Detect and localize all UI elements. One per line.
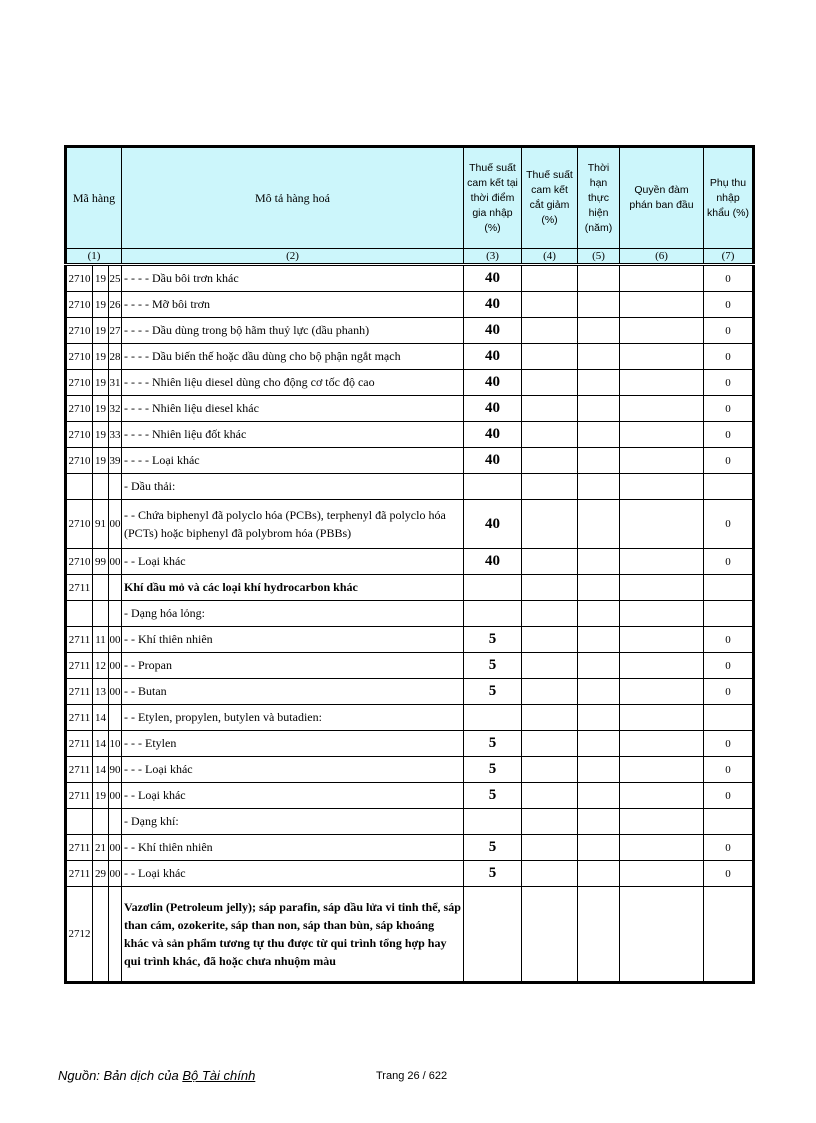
code-tariff-line <box>109 601 122 627</box>
item-description: - Dầu thải: <box>122 474 464 500</box>
implementation-period <box>578 549 620 575</box>
import-surcharge: 0 <box>704 679 754 705</box>
table-row <box>66 500 754 549</box>
item-description: - - Loại khác <box>122 783 464 809</box>
table-row <box>66 731 754 757</box>
reduced-rate <box>522 265 578 292</box>
reduced-rate <box>522 448 578 474</box>
import-surcharge: 0 <box>704 835 754 861</box>
reduced-rate <box>522 601 578 627</box>
negotiation-right <box>620 757 704 783</box>
col-number: (3) <box>464 249 522 265</box>
implementation-period <box>578 474 620 500</box>
implementation-period <box>578 265 620 292</box>
code-tariff-line: 39 <box>109 448 122 474</box>
committed-rate: 40 <box>464 396 522 422</box>
item-description: - - Etylen, propylen, butylen và butadien: <box>122 705 464 731</box>
code-heading: 2711 <box>66 861 93 887</box>
code-tariff-line: 27 <box>109 318 122 344</box>
code-tariff-line: 10 <box>109 731 122 757</box>
code-subheading: 12 <box>93 653 109 679</box>
reduced-rate <box>522 370 578 396</box>
code-heading: 2710 <box>66 292 93 318</box>
import-surcharge: 0 <box>704 370 754 396</box>
implementation-period <box>578 601 620 627</box>
reduced-rate <box>522 861 578 887</box>
negotiation-right <box>620 679 704 705</box>
table-row <box>66 549 754 575</box>
implementation-period <box>578 422 620 448</box>
code-subheading: 29 <box>93 861 109 887</box>
header-implementation-period: Thời hạn thực hiện (năm) <box>578 147 620 249</box>
code-tariff-line: 00 <box>109 500 122 549</box>
reduced-rate <box>522 783 578 809</box>
committed-rate: 40 <box>464 549 522 575</box>
item-description: - - - - Mỡ bôi trơn <box>122 292 464 318</box>
committed-rate: 40 <box>464 318 522 344</box>
code-heading: 2710 <box>66 448 93 474</box>
table-row <box>66 396 754 422</box>
table-row <box>66 448 754 474</box>
code-subheading: 21 <box>93 835 109 861</box>
import-surcharge: 0 <box>704 861 754 887</box>
code-heading: 2711 <box>66 731 93 757</box>
item-description: Khí dầu mỏ và các loại khí hydrocarbon khác <box>122 575 464 601</box>
code-tariff-line: 32 <box>109 396 122 422</box>
implementation-period <box>578 318 620 344</box>
negotiation-right <box>620 422 704 448</box>
import-surcharge: 0 <box>704 627 754 653</box>
code-tariff-line: 00 <box>109 653 122 679</box>
code-subheading: 19 <box>93 448 109 474</box>
table-row <box>66 783 754 809</box>
item-description: - - - Loại khác <box>122 757 464 783</box>
code-tariff-line: 31 <box>109 370 122 396</box>
table-row <box>66 705 754 731</box>
reduced-rate <box>522 835 578 861</box>
implementation-period <box>578 861 620 887</box>
code-tariff-line <box>109 575 122 601</box>
reduced-rate <box>522 549 578 575</box>
col-number: (6) <box>620 249 704 265</box>
item-description: - - Loại khác <box>122 861 464 887</box>
negotiation-right <box>620 396 704 422</box>
code-heading: 2710 <box>66 265 93 292</box>
code-subheading: 14 <box>93 705 109 731</box>
reduced-rate <box>522 731 578 757</box>
code-heading: 2710 <box>66 500 93 549</box>
code-heading <box>66 809 93 835</box>
code-subheading <box>93 474 109 500</box>
code-heading: 2710 <box>66 344 93 370</box>
col-number: (5) <box>578 249 620 265</box>
committed-rate <box>464 601 522 627</box>
implementation-period <box>578 396 620 422</box>
code-subheading: 11 <box>93 627 109 653</box>
implementation-period <box>578 653 620 679</box>
code-tariff-line: 25 <box>109 265 122 292</box>
reduced-rate <box>522 757 578 783</box>
table-row <box>66 809 754 835</box>
code-tariff-line: 00 <box>109 835 122 861</box>
code-heading: 2710 <box>66 396 93 422</box>
item-description: - - - - Dầu bôi trơn khác <box>122 265 464 292</box>
implementation-period <box>578 809 620 835</box>
negotiation-right <box>620 887 704 983</box>
committed-rate: 40 <box>464 265 522 292</box>
header-row <box>66 147 754 249</box>
item-description: - - Chứa biphenyl đã polyclo hóa (PCBs), terphenyl đã polyclo hóa (PCTs) hoặc biphenyl đã polybrom hóa (PBBs) <box>122 500 464 549</box>
negotiation-right <box>620 370 704 396</box>
implementation-period <box>578 448 620 474</box>
implementation-period <box>578 344 620 370</box>
code-heading: 2711 <box>66 757 93 783</box>
implementation-period <box>578 500 620 549</box>
committed-rate: 5 <box>464 835 522 861</box>
tariff-table-wrapper <box>64 145 752 984</box>
header-committed-rate: Thuế suất cam kết tại thời điểm gia nhập (%) <box>464 147 522 249</box>
negotiation-right <box>620 809 704 835</box>
implementation-period <box>578 887 620 983</box>
table-row <box>66 835 754 861</box>
code-tariff-line <box>109 809 122 835</box>
negotiation-right <box>620 344 704 370</box>
code-tariff-line: 00 <box>109 549 122 575</box>
code-heading: 2711 <box>66 835 93 861</box>
committed-rate <box>464 887 522 983</box>
import-surcharge: 0 <box>704 265 754 292</box>
import-surcharge: 0 <box>704 653 754 679</box>
reduced-rate <box>522 500 578 549</box>
negotiation-right <box>620 549 704 575</box>
import-surcharge: 0 <box>704 292 754 318</box>
committed-rate <box>464 705 522 731</box>
item-description: - - Propan <box>122 653 464 679</box>
committed-rate: 40 <box>464 370 522 396</box>
committed-rate: 5 <box>464 731 522 757</box>
code-subheading: 91 <box>93 500 109 549</box>
code-subheading: 13 <box>93 679 109 705</box>
table-row <box>66 318 754 344</box>
code-tariff-line <box>109 705 122 731</box>
committed-rate: 40 <box>464 344 522 370</box>
column-number-row <box>66 249 754 265</box>
code-subheading <box>93 601 109 627</box>
committed-rate: 40 <box>464 292 522 318</box>
implementation-period <box>578 731 620 757</box>
code-subheading <box>93 887 109 983</box>
negotiation-right <box>620 448 704 474</box>
negotiation-right <box>620 731 704 757</box>
negotiation-right <box>620 627 704 653</box>
implementation-period <box>578 575 620 601</box>
committed-rate: 40 <box>464 448 522 474</box>
footer-source-org: Bộ Tài chính <box>182 1068 256 1083</box>
code-subheading: 19 <box>93 370 109 396</box>
code-subheading: 19 <box>93 265 109 292</box>
code-heading <box>66 474 93 500</box>
item-description: - - Loại khác <box>122 549 464 575</box>
negotiation-right <box>620 705 704 731</box>
item-description: - - - - Loại khác <box>122 448 464 474</box>
negotiation-right <box>620 783 704 809</box>
negotiation-right <box>620 575 704 601</box>
col-number: (7) <box>704 249 754 265</box>
item-description: Vazơlin (Petroleum jelly); sáp parafin, sáp dầu lửa vi tinh thể, sáp than cám, ozokerite, sáp than non, sáp than bùn, sáp khoáng khác và sản phẩm tương tự thu được từ qui trình tổng hợp hay qui trình khác, đã hoặc chưa nhuộm màu <box>122 887 464 983</box>
import-surcharge: 0 <box>704 344 754 370</box>
negotiation-right <box>620 265 704 292</box>
code-subheading: 19 <box>93 292 109 318</box>
negotiation-right <box>620 861 704 887</box>
reduced-rate <box>522 292 578 318</box>
item-description: - - - - Dầu dùng trong bộ hãm thuỷ lực (dầu phanh) <box>122 318 464 344</box>
code-tariff-line <box>109 887 122 983</box>
import-surcharge <box>704 575 754 601</box>
table-row <box>66 575 754 601</box>
code-heading: 2710 <box>66 318 93 344</box>
import-surcharge <box>704 887 754 983</box>
import-surcharge: 0 <box>704 757 754 783</box>
code-subheading: 19 <box>93 422 109 448</box>
table-row <box>66 627 754 653</box>
header-reduced-rate: Thuế suất cam kết cắt giảm (%) <box>522 147 578 249</box>
table-row <box>66 861 754 887</box>
reduced-rate <box>522 705 578 731</box>
code-subheading: 19 <box>93 396 109 422</box>
table-row <box>66 887 754 983</box>
import-surcharge <box>704 601 754 627</box>
reduced-rate <box>522 318 578 344</box>
negotiation-right <box>620 474 704 500</box>
import-surcharge: 0 <box>704 783 754 809</box>
code-tariff-line: 28 <box>109 344 122 370</box>
reduced-rate <box>522 887 578 983</box>
code-subheading <box>93 809 109 835</box>
code-tariff-line: 00 <box>109 627 122 653</box>
col-number: (2) <box>122 249 464 265</box>
table-row <box>66 679 754 705</box>
code-tariff-line <box>109 474 122 500</box>
code-subheading: 14 <box>93 731 109 757</box>
implementation-period <box>578 757 620 783</box>
table-row <box>66 601 754 627</box>
reduced-rate <box>522 679 578 705</box>
table-row <box>66 370 754 396</box>
implementation-period <box>578 627 620 653</box>
table-row <box>66 344 754 370</box>
negotiation-right <box>620 835 704 861</box>
col-number: (4) <box>522 249 578 265</box>
code-tariff-line: 33 <box>109 422 122 448</box>
footer-page-number: Trang 26 / 622 <box>376 1070 448 1082</box>
committed-rate <box>464 575 522 601</box>
code-heading: 2710 <box>66 422 93 448</box>
item-description: - Dạng khí: <box>122 809 464 835</box>
reduced-rate <box>522 474 578 500</box>
footer-source-prefix: Nguồn: Bản dịch của <box>58 1068 183 1083</box>
reduced-rate <box>522 344 578 370</box>
committed-rate: 5 <box>464 679 522 705</box>
implementation-period <box>578 835 620 861</box>
negotiation-right <box>620 500 704 549</box>
code-heading: 2711 <box>66 679 93 705</box>
code-subheading: 19 <box>93 783 109 809</box>
committed-rate: 40 <box>464 500 522 549</box>
item-description: - - Khí thiên nhiên <box>122 627 464 653</box>
code-subheading: 99 <box>93 549 109 575</box>
table-row <box>66 265 754 292</box>
import-surcharge: 0 <box>704 448 754 474</box>
committed-rate: 5 <box>464 627 522 653</box>
table-body <box>66 265 754 983</box>
import-surcharge: 0 <box>704 549 754 575</box>
committed-rate: 40 <box>464 422 522 448</box>
code-tariff-line: 00 <box>109 783 122 809</box>
committed-rate: 5 <box>464 783 522 809</box>
table-row <box>66 422 754 448</box>
implementation-period <box>578 292 620 318</box>
committed-rate: 5 <box>464 653 522 679</box>
tariff-table <box>64 145 755 984</box>
import-surcharge: 0 <box>704 500 754 549</box>
import-surcharge <box>704 474 754 500</box>
reduced-rate <box>522 396 578 422</box>
code-heading: 2712 <box>66 887 93 983</box>
reduced-rate <box>522 653 578 679</box>
negotiation-right <box>620 292 704 318</box>
code-subheading: 19 <box>93 344 109 370</box>
implementation-period <box>578 370 620 396</box>
item-description: - Dạng hóa lỏng: <box>122 601 464 627</box>
implementation-period <box>578 679 620 705</box>
code-heading: 2711 <box>66 783 93 809</box>
reduced-rate <box>522 575 578 601</box>
table-row <box>66 653 754 679</box>
code-heading: 2711 <box>66 705 93 731</box>
import-surcharge <box>704 809 754 835</box>
footer-source <box>58 1068 255 1083</box>
negotiation-right <box>620 653 704 679</box>
code-heading: 2710 <box>66 549 93 575</box>
item-description: - - - - Nhiên liệu diesel dùng cho động cơ tốc độ cao <box>122 370 464 396</box>
import-surcharge: 0 <box>704 318 754 344</box>
code-heading: 2711 <box>66 653 93 679</box>
committed-rate <box>464 474 522 500</box>
code-subheading <box>93 575 109 601</box>
item-description: - - Khí thiên nhiên <box>122 835 464 861</box>
negotiation-right <box>620 318 704 344</box>
implementation-period <box>578 705 620 731</box>
reduced-rate <box>522 422 578 448</box>
item-description: - - - Etylen <box>122 731 464 757</box>
header-code: Mã hàng <box>66 147 122 249</box>
col-number: (1) <box>66 249 122 265</box>
item-description: - - - - Nhiên liệu đốt khác <box>122 422 464 448</box>
code-tariff-line: 26 <box>109 292 122 318</box>
code-heading <box>66 601 93 627</box>
committed-rate <box>464 809 522 835</box>
code-tariff-line: 90 <box>109 757 122 783</box>
code-heading: 2711 <box>66 627 93 653</box>
code-heading: 2710 <box>66 370 93 396</box>
reduced-rate <box>522 809 578 835</box>
reduced-rate <box>522 627 578 653</box>
table-row <box>66 757 754 783</box>
table-row <box>66 292 754 318</box>
code-subheading: 14 <box>93 757 109 783</box>
item-description: - - - - Dầu biến thế hoặc dầu dùng cho bộ phận ngắt mạch <box>122 344 464 370</box>
item-description: - - - - Nhiên liệu diesel khác <box>122 396 464 422</box>
import-surcharge: 0 <box>704 422 754 448</box>
header-description: Mô tả hàng hoá <box>122 147 464 249</box>
import-surcharge <box>704 705 754 731</box>
import-surcharge: 0 <box>704 396 754 422</box>
code-tariff-line: 00 <box>109 861 122 887</box>
committed-rate: 5 <box>464 757 522 783</box>
negotiation-right <box>620 601 704 627</box>
implementation-period <box>578 783 620 809</box>
table-row <box>66 474 754 500</box>
code-subheading: 19 <box>93 318 109 344</box>
code-heading: 2711 <box>66 575 93 601</box>
item-description: - - Butan <box>122 679 464 705</box>
code-tariff-line: 00 <box>109 679 122 705</box>
committed-rate: 5 <box>464 861 522 887</box>
header-negotiation-right: Quyền đàm phán ban đầu <box>620 147 704 249</box>
import-surcharge: 0 <box>704 731 754 757</box>
header-import-surcharge: Phụ thu nhập khẩu (%) <box>704 147 754 249</box>
